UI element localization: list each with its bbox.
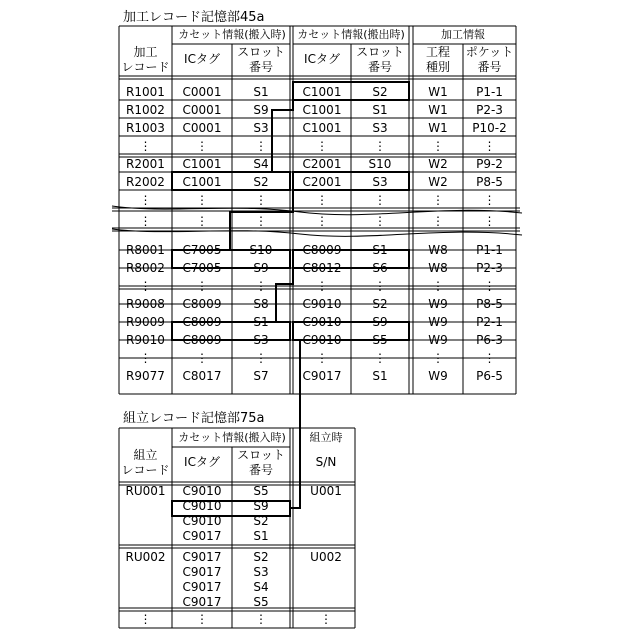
table-cell: S3 [372, 175, 387, 189]
table-cell: ⋮ [255, 214, 267, 228]
table-cell: C1001 [183, 157, 222, 171]
table-cell: C8012 [303, 261, 342, 275]
table-cell: R8001 [126, 243, 165, 257]
table-cell: ⋮ [316, 279, 328, 293]
table-cell: C0001 [183, 103, 222, 117]
column-header: スロット [237, 448, 285, 462]
group-header-carry-in: カセット情報(搬入時) [178, 27, 286, 41]
table-cell: ⋮ [320, 612, 332, 626]
column-header: レコード [121, 463, 169, 477]
table-cell: W1 [428, 103, 448, 117]
table-cell: S3 [253, 121, 268, 135]
table-cell: ⋮ [196, 214, 208, 228]
table-cell: S10 [250, 243, 273, 257]
table-cell: P2-3 [476, 103, 503, 117]
table-cell: S7 [253, 369, 268, 383]
column-header: ポケット [466, 45, 513, 59]
table-cell: C8009 [183, 315, 222, 329]
table-cell: S1 [372, 243, 387, 257]
table-cell: S1 [372, 369, 387, 383]
table-cell: C9010 [303, 297, 342, 311]
table-cell: U002 [310, 550, 342, 564]
table-cell: C1001 [303, 103, 342, 117]
table-cell: C9017 [303, 369, 342, 383]
table-cell: ⋮ [140, 139, 152, 153]
table-cell: ⋮ [196, 279, 208, 293]
table-cell: R9009 [126, 315, 165, 329]
processing-record-table [112, 9, 522, 394]
processing-table-title: 加工レコード記憶部45a [123, 9, 265, 25]
table-cell: P2-3 [476, 261, 503, 275]
table-cell: W9 [428, 297, 448, 311]
table-cell: ⋮ [432, 193, 444, 207]
table-cell: P1-1 [476, 243, 503, 257]
column-header: レコード [121, 60, 169, 74]
table-cell: ⋮ [255, 193, 267, 207]
table-cell: S4 [253, 157, 268, 171]
table-cell: ⋮ [374, 139, 386, 153]
table-cell: ⋮ [140, 279, 152, 293]
table-cell: W1 [428, 121, 448, 135]
group-header-assembly: 組立時 [310, 430, 343, 444]
table-cell: ⋮ [374, 351, 386, 365]
table-cell: C9010 [183, 499, 222, 513]
table-cell: C7005 [183, 261, 222, 275]
table-cell: ⋮ [484, 214, 496, 228]
table-cell: S5 [372, 333, 387, 347]
table-cell: C9010 [303, 333, 342, 347]
table-cell: C8009 [303, 243, 342, 257]
table-cell: ⋮ [140, 351, 152, 365]
table-cell: C7005 [183, 243, 222, 257]
column-header: 番号 [368, 59, 392, 74]
table-cell: S3 [372, 121, 387, 135]
table-cell: ⋮ [196, 193, 208, 207]
column-header: ICタグ [184, 52, 220, 66]
column-header: S/N [316, 455, 337, 469]
table-cell: C9010 [183, 484, 222, 498]
table-cell: ⋮ [484, 193, 496, 207]
table-cell: C1001 [303, 85, 342, 99]
link-r9009-to-ru001 [290, 340, 300, 508]
column-header: 組立 [133, 448, 157, 462]
table-cell: S8 [253, 297, 268, 311]
table-cell: S3 [253, 565, 268, 579]
table-cell: R9008 [126, 297, 165, 311]
table-cell: P9-2 [476, 157, 503, 171]
table-cell: S5 [253, 484, 268, 498]
table-cell: W1 [428, 85, 448, 99]
table-cell: P1-1 [476, 85, 503, 99]
column-header: ICタグ [304, 52, 340, 66]
table-cell: W8 [428, 261, 448, 275]
table-cell: C2001 [303, 175, 342, 189]
record-diagram [0, 0, 640, 640]
table-cell: S5 [253, 595, 268, 609]
table-cell: S1 [253, 315, 268, 329]
table-cell: ⋮ [196, 139, 208, 153]
table-cell: S2 [253, 514, 268, 528]
column-header: 加工 [133, 44, 157, 59]
table-cell: S2 [372, 297, 387, 311]
table-cell: C2001 [303, 157, 342, 171]
table-cell: C9017 [183, 565, 222, 579]
table-cell: P6-5 [476, 369, 503, 383]
column-header: 番号 [477, 59, 501, 74]
table-cell: C1001 [183, 175, 222, 189]
table-cell: ⋮ [196, 351, 208, 365]
table-cell: P8-5 [476, 175, 503, 189]
table-cell: C8009 [183, 297, 222, 311]
column-header: 番号 [249, 59, 273, 74]
table-cell: ⋮ [432, 139, 444, 153]
table-cell: W8 [428, 243, 448, 257]
table-cell: P2-1 [476, 315, 503, 329]
group-header-carry-in: カセット情報(搬入時) [178, 430, 286, 444]
table-cell: S2 [253, 175, 268, 189]
table-cell: ⋮ [316, 139, 328, 153]
table-cell: ⋮ [140, 612, 152, 626]
table-cell: ⋮ [374, 279, 386, 293]
table-cell: R9077 [126, 369, 165, 383]
table-cell: R2001 [126, 157, 165, 171]
table-cell: S1 [372, 103, 387, 117]
table-cell: ⋮ [374, 214, 386, 228]
table-cell: ⋮ [484, 279, 496, 293]
table-cell: RU002 [125, 550, 165, 564]
assembly-table-title: 組立レコード記憶部75a [123, 410, 265, 426]
table-cell: R1001 [126, 85, 165, 99]
table-cell: C8017 [183, 369, 222, 383]
table-cell: S10 [369, 157, 392, 171]
table-cell: C1001 [303, 121, 342, 135]
table-cell: C9017 [183, 580, 222, 594]
table-cell: W2 [428, 175, 448, 189]
table-cell: R1003 [126, 121, 165, 135]
table-cell: S9 [253, 103, 268, 117]
table-cell: S6 [372, 261, 387, 275]
table-cell: ⋮ [316, 193, 328, 207]
column-header: 工程 [426, 45, 450, 59]
table-cell: S3 [253, 333, 268, 347]
group-header-processing: 加工情報 [441, 27, 485, 41]
table-cell: ⋮ [432, 279, 444, 293]
column-header: 種別 [426, 59, 450, 74]
table-cell: P8-5 [476, 297, 503, 311]
table-cell: ⋮ [255, 139, 267, 153]
table-cell: ⋮ [484, 139, 496, 153]
table-cell: C9010 [303, 315, 342, 329]
table-cell: ⋮ [140, 214, 152, 228]
table-cell: P10-2 [472, 121, 506, 135]
table-cell: C0001 [183, 121, 222, 135]
table-cell: ⋮ [255, 612, 267, 626]
column-header: スロット [356, 45, 404, 59]
table-cell: ⋮ [432, 351, 444, 365]
table-cell: ⋮ [255, 279, 267, 293]
table-cell: ⋮ [255, 351, 267, 365]
table-cell: W9 [428, 369, 448, 383]
table-cell: C8009 [183, 333, 222, 347]
column-header: ICタグ [184, 455, 220, 469]
table-cell: ⋮ [484, 351, 496, 365]
table-cell: W9 [428, 315, 448, 329]
table-cell: S9 [372, 315, 387, 329]
table-cell: S2 [372, 85, 387, 99]
table-cell: RU001 [125, 484, 165, 498]
column-header: スロット [237, 45, 285, 59]
table-cell: S2 [253, 550, 268, 564]
table-cell: C9017 [183, 595, 222, 609]
table-cell: C0001 [183, 85, 222, 99]
table-cell: R8002 [126, 261, 165, 275]
table-cell: R1002 [126, 103, 165, 117]
table-cell: ⋮ [140, 193, 152, 207]
table-cell: S4 [253, 580, 268, 594]
table-cell: C9017 [183, 550, 222, 564]
break-wave [112, 229, 522, 236]
table-cell: C9017 [183, 529, 222, 543]
table-cell: P6-3 [476, 333, 503, 347]
table-cells [121, 44, 513, 383]
table-cell: ⋮ [196, 612, 208, 626]
table-cell: S9 [253, 499, 268, 513]
table-cell: S1 [253, 85, 268, 99]
table-cell: ⋮ [316, 351, 328, 365]
table-cell: ⋮ [316, 214, 328, 228]
column-header: 番号 [249, 462, 273, 477]
table-cell: R9010 [126, 333, 165, 347]
table-cell: R2002 [126, 175, 165, 189]
assembly-record-table [119, 410, 355, 628]
table-cell: S9 [253, 261, 268, 275]
group-header-carry-out: カセット情報(搬出時) [297, 27, 405, 41]
table-cell: ⋮ [432, 214, 444, 228]
table-cell: W9 [428, 333, 448, 347]
table-cell: W2 [428, 157, 448, 171]
table-cell: U001 [310, 484, 342, 498]
table-cell: C9010 [183, 514, 222, 528]
table-cell: ⋮ [374, 193, 386, 207]
table-cell: S1 [253, 529, 268, 543]
